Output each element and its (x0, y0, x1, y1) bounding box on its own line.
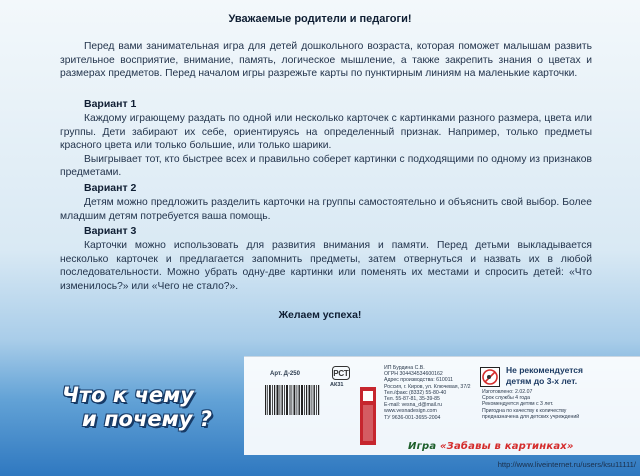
variant-1-paragraph-1: Каждому играющему раздать по одной или несколько карточек с картинками разного размера, цвета или группы. Дети забирают их себе, ориентируясь на определенный признак. Например, только предметы красного цвета или только большие, или только шарики. (60, 113, 592, 152)
barcode-icon (264, 385, 320, 415)
intro-paragraph (60, 40, 592, 81)
age-warning-icon (480, 367, 500, 387)
variant-3-paragraph-1: Карточки можно использовать для развития внимания и памяти. Перед детьми выкладывается несколько карточек и предлагается запомнить предметы, затем отвернуться и назвать их в любой последовательности. Можно убрать одну-две картинки или поменять их местами и спросить детей: «Что изменилось?» или «Чего не стало?». (60, 240, 592, 292)
variant-2-paragraph-1: Детям можно предложить разделить карточки на группы самостоятельно и объяснить свой выбор. Более младшим детям потребуется ваша помощь. (60, 197, 592, 222)
variant-1-paragraph-2: Выигрывает тот, кто быстрее всех и правильно соберет картинки с подходящими по одному из признаков предметами. (60, 153, 592, 179)
game-title (62, 383, 212, 431)
watermark-url: http://www.liveinternet.ru/users/ksu11111/ (497, 460, 636, 469)
certification-mark-icon (332, 366, 350, 380)
variant-2-text (60, 196, 592, 223)
variant-3-text (60, 239, 592, 293)
publisher-logo-icon (360, 387, 376, 445)
variant-1-text (60, 112, 592, 180)
article-number: Арт. Д-250 (270, 371, 300, 377)
intro-text: Перед вами занимательная игра для детей дошкольного возраста, которая поможет малышам развить зрительное восприятие, внимание, память, логическое мышление, а также закрепить знания о цветах и размерах предметов. Перед началом игры разрежьте карты по пунктирным линиям на маленькие карточки. (60, 41, 592, 80)
publisher-info: ИП Бурдина С.В. ОГРН 304434534600162 Адрес производства: 610011 Россия, г. Киров, ул. Ключевая, 37/2 Тел./факс (8332) 55-80-40 Тел. 55-87-81, 35-39-85 E-mail: vesna_d@mail.ru www.vesnadesign.com ТУ 9636-001-3655-2004 (384, 365, 471, 421)
series-prefix: Игра (408, 441, 440, 452)
age-warning-text: Не рекомендуется детям до 3-х лет. (506, 365, 583, 386)
production-info: Изготовлено: 2.02.07 Срок службы 4 года Рекомендуется детям с 3 лет. Пригодна по качеству к количеству предназначена для детских учреждений (482, 389, 580, 420)
variant-2-heading: Вариант 2 (84, 182, 137, 194)
variant-3-heading: Вариант 3 (84, 225, 137, 237)
game-title-line-1: Что к чему (62, 383, 194, 407)
series-name: «Забавы в картинках» (439, 441, 574, 452)
variant-1-heading: Вариант 1 (84, 98, 137, 110)
svg-text:РСТ: РСТ (333, 369, 349, 378)
closing-wish: Желаем успеха! (278, 309, 362, 321)
page-title: Уважаемые родители и педагоги! (228, 13, 412, 25)
game-title-line-2: и почему ? (82, 407, 212, 431)
certification-code: АК31 (330, 382, 344, 388)
game-series-label (408, 441, 594, 452)
